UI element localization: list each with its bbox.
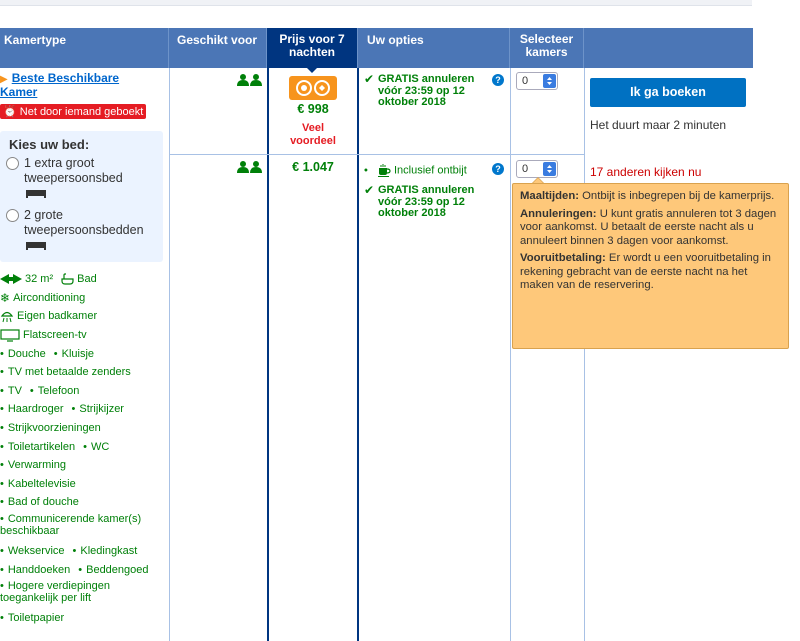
tooltip-vooruitbetaling: Vooruitbetaling: Er wordt u een vooruitbetaling in rekening gebracht van de eerste nacht na het maken van de reservering.: [520, 252, 771, 291]
breakfast-included: [364, 164, 467, 177]
booking-time-note: Het duurt maar 2 minuten: [590, 118, 727, 132]
facility-handdoeken: Handdoeken: [7, 563, 71, 576]
facility-strijkvoorzieningen: Strijkvoorzieningen: [7, 422, 101, 435]
select-value: 0: [522, 75, 529, 87]
facility-row: • Wekservice • Kledingkast: [0, 545, 138, 558]
facility-verwarming: Verwarming: [7, 459, 66, 472]
facility-row: • Toiletartikelen • WC: [0, 440, 110, 453]
tooltip-annuleringen: Annuleringen: U kunt gratis annuleren tot 3 dagen voor aankomst. U betaalt de eerste nacht als u annuleert binnen 3 dagen voor aankomst.: [520, 207, 777, 247]
facility-row: • Douche • Kluisje: [0, 347, 95, 360]
room-quantity-select-1[interactable]: [516, 72, 558, 90]
bed-choice-box: [0, 131, 163, 262]
deal-label-line2: voordeel: [290, 135, 336, 147]
facility-tv: TV: [7, 384, 22, 397]
bed-option-2-radio[interactable]: [6, 209, 19, 222]
facility-row: • Communicerende kamer(s) beschikbaar: [0, 512, 142, 537]
facility-row: • Strijkvoorzieningen: [0, 422, 101, 435]
facility-kluisje: Kluisje: [61, 347, 95, 360]
header-prijs: [267, 28, 358, 68]
facility-row: • Kabeltelevisie: [0, 477, 76, 490]
facility-size: 32 m²: [25, 273, 54, 286]
breakfast-text: Inclusief ontbijt: [393, 164, 467, 177]
cancel-line3: oktober 2018: [378, 207, 446, 219]
bed-option-2-line1: 2 grote: [24, 208, 63, 222]
facility-eigen-badkamer: Eigen badkamer: [17, 310, 98, 323]
facility-telefoon: Telefoon: [37, 384, 80, 397]
deal-badge-icon: [289, 76, 337, 100]
facility-wekservice: Wekservice: [7, 545, 65, 558]
facility-row: • Bad of douche: [0, 496, 79, 509]
coffee-cup-icon: [377, 164, 391, 177]
facility-communicerende: Communicerende kamer(s) beschikbaar: [0, 512, 142, 537]
header-action-column: [584, 28, 753, 68]
bed-option-1-line1: 1 extra groot: [24, 156, 95, 170]
checkmark-icon: ✔: [364, 72, 375, 86]
checkmark-icon: ✔: [364, 183, 375, 197]
facility-row: • Hogere verdiepingen toegankelijk per lift: [0, 579, 110, 604]
not-booked-text: Net door iemand geboekt: [19, 106, 144, 118]
facility-wc: WC: [90, 440, 110, 453]
table-header: [0, 28, 753, 68]
header-selecteer-kamers: [510, 28, 584, 68]
book-button[interactable]: Ik ga boeken: [590, 78, 746, 107]
facility-kabeltelevisie: Kabeltelevisie: [7, 477, 76, 490]
facility-kledingkast: Kledingkast: [80, 545, 138, 558]
facility-toiletartikelen: Toiletartikelen: [7, 440, 76, 453]
alarm-clock-icon: ⏰: [3, 106, 17, 118]
facility-flatscreen: Flatscreen-tv: [23, 329, 87, 342]
cancel-line2: vóór 23:59 op 12: [378, 84, 465, 97]
facility-row: [0, 289, 165, 308]
facility-douche: Douche: [7, 347, 46, 360]
facility-bad: Bad: [77, 273, 97, 286]
bullet-icon: •: [364, 164, 368, 177]
row-divider: [169, 154, 585, 155]
facility-toiletpapier: Toiletpapier: [7, 612, 65, 625]
facility-bad-of-douche: Bad of douche: [7, 496, 79, 509]
bed-option-2[interactable]: [9, 208, 163, 250]
bed-option-1-radio[interactable]: [6, 157, 19, 170]
double-bed-icon: [25, 240, 47, 250]
two-persons-icon: [237, 161, 263, 173]
facility-row: [0, 326, 165, 345]
top-panel: [0, 0, 752, 6]
two-persons-icon: [237, 74, 263, 86]
cancel-line3: oktober 2018: [378, 96, 446, 108]
bed-choice-title: Kies uw bed:: [9, 137, 90, 152]
help-icon[interactable]: ?: [492, 163, 504, 175]
help-icon[interactable]: ?: [492, 74, 504, 86]
facility-row: • Haardroger • Strijkijzer: [0, 403, 124, 416]
price-header-pointer: [306, 67, 318, 73]
facility-row: • TV met betaalde zenders: [0, 366, 131, 379]
free-cancellation-row-2: [364, 185, 489, 220]
header-uw-opties: Uw opties: [358, 28, 510, 68]
arrow-right-icon: ▶: [0, 74, 8, 85]
facility-haardroger: Haardroger: [7, 403, 64, 416]
bed-option-2-line2: tweepersoonsbedden: [24, 223, 144, 237]
room-name-link[interactable]: [0, 72, 165, 99]
header-kamertype: Kamertype: [0, 28, 169, 68]
header-prijs-line2: nachten: [288, 45, 335, 59]
header-select-line1: Selecteer: [519, 32, 574, 46]
deal-label-line1: Veel: [301, 122, 325, 134]
tv-icon: [0, 329, 20, 342]
price-row-2: € 1.047: [292, 160, 334, 174]
facility-row: • Toiletpapier: [0, 612, 65, 625]
facility-hogere-verdiepingen: Hogere verdiepingen toegankelijk per lift: [0, 579, 110, 604]
header-select-line2: kamers: [525, 45, 568, 59]
spinner-arrows-icon[interactable]: [543, 162, 556, 176]
facility-row: [0, 307, 165, 326]
facility-row: • Handdoeken • Beddengoed: [0, 563, 149, 576]
facility-aircon: Airconditioning: [13, 291, 86, 304]
select-value: 0: [522, 163, 529, 175]
cancel-line1: GRATIS annuleren: [378, 184, 475, 196]
shower-icon: [0, 310, 14, 323]
conditions-tooltip: [512, 183, 789, 349]
spinner-arrows-icon[interactable]: [543, 74, 556, 88]
header-prijs-line1: Prijs voor 7: [279, 32, 345, 46]
viewers-count: 17 anderen kijken nu: [590, 165, 702, 179]
room-quantity-select-2[interactable]: [516, 160, 558, 178]
room-name-line1[interactable]: Beste Beschikbare: [11, 71, 120, 85]
bath-icon: [61, 273, 74, 285]
header-geschikt-voor: Geschikt voor: [169, 28, 267, 68]
bed-option-1[interactable]: [9, 156, 163, 198]
facility-row: • Verwarming: [0, 459, 66, 472]
price-row-1: € 998: [297, 102, 329, 116]
deal-label: [268, 122, 358, 148]
not-booked-badge: [0, 104, 146, 119]
double-bed-icon: [25, 188, 47, 198]
facility-row: • TV • Telefoon: [0, 384, 80, 397]
free-cancellation-row-1: [364, 74, 489, 109]
room-size-icon: [0, 273, 22, 285]
cancel-line2: vóór 23:59 op 12: [378, 195, 465, 208]
snowflake-icon: ❄: [0, 290, 11, 305]
facility-tv-betaald: TV met betaalde zenders: [7, 366, 131, 379]
facilities-list: [0, 270, 165, 628]
facility-row: [0, 270, 165, 289]
cancel-line1: GRATIS annuleren: [378, 73, 475, 85]
tooltip-maaltijden: Maaltijden: Ontbijt is inbegrepen bij de kamerprijs.: [520, 190, 775, 202]
facility-strijkijzer: Strijkijzer: [79, 403, 124, 416]
room-name-line2[interactable]: Kamer: [0, 85, 38, 99]
facility-beddengoed: Beddengoed: [86, 563, 149, 576]
bed-option-1-line2: tweepersoonsbed: [24, 171, 123, 185]
